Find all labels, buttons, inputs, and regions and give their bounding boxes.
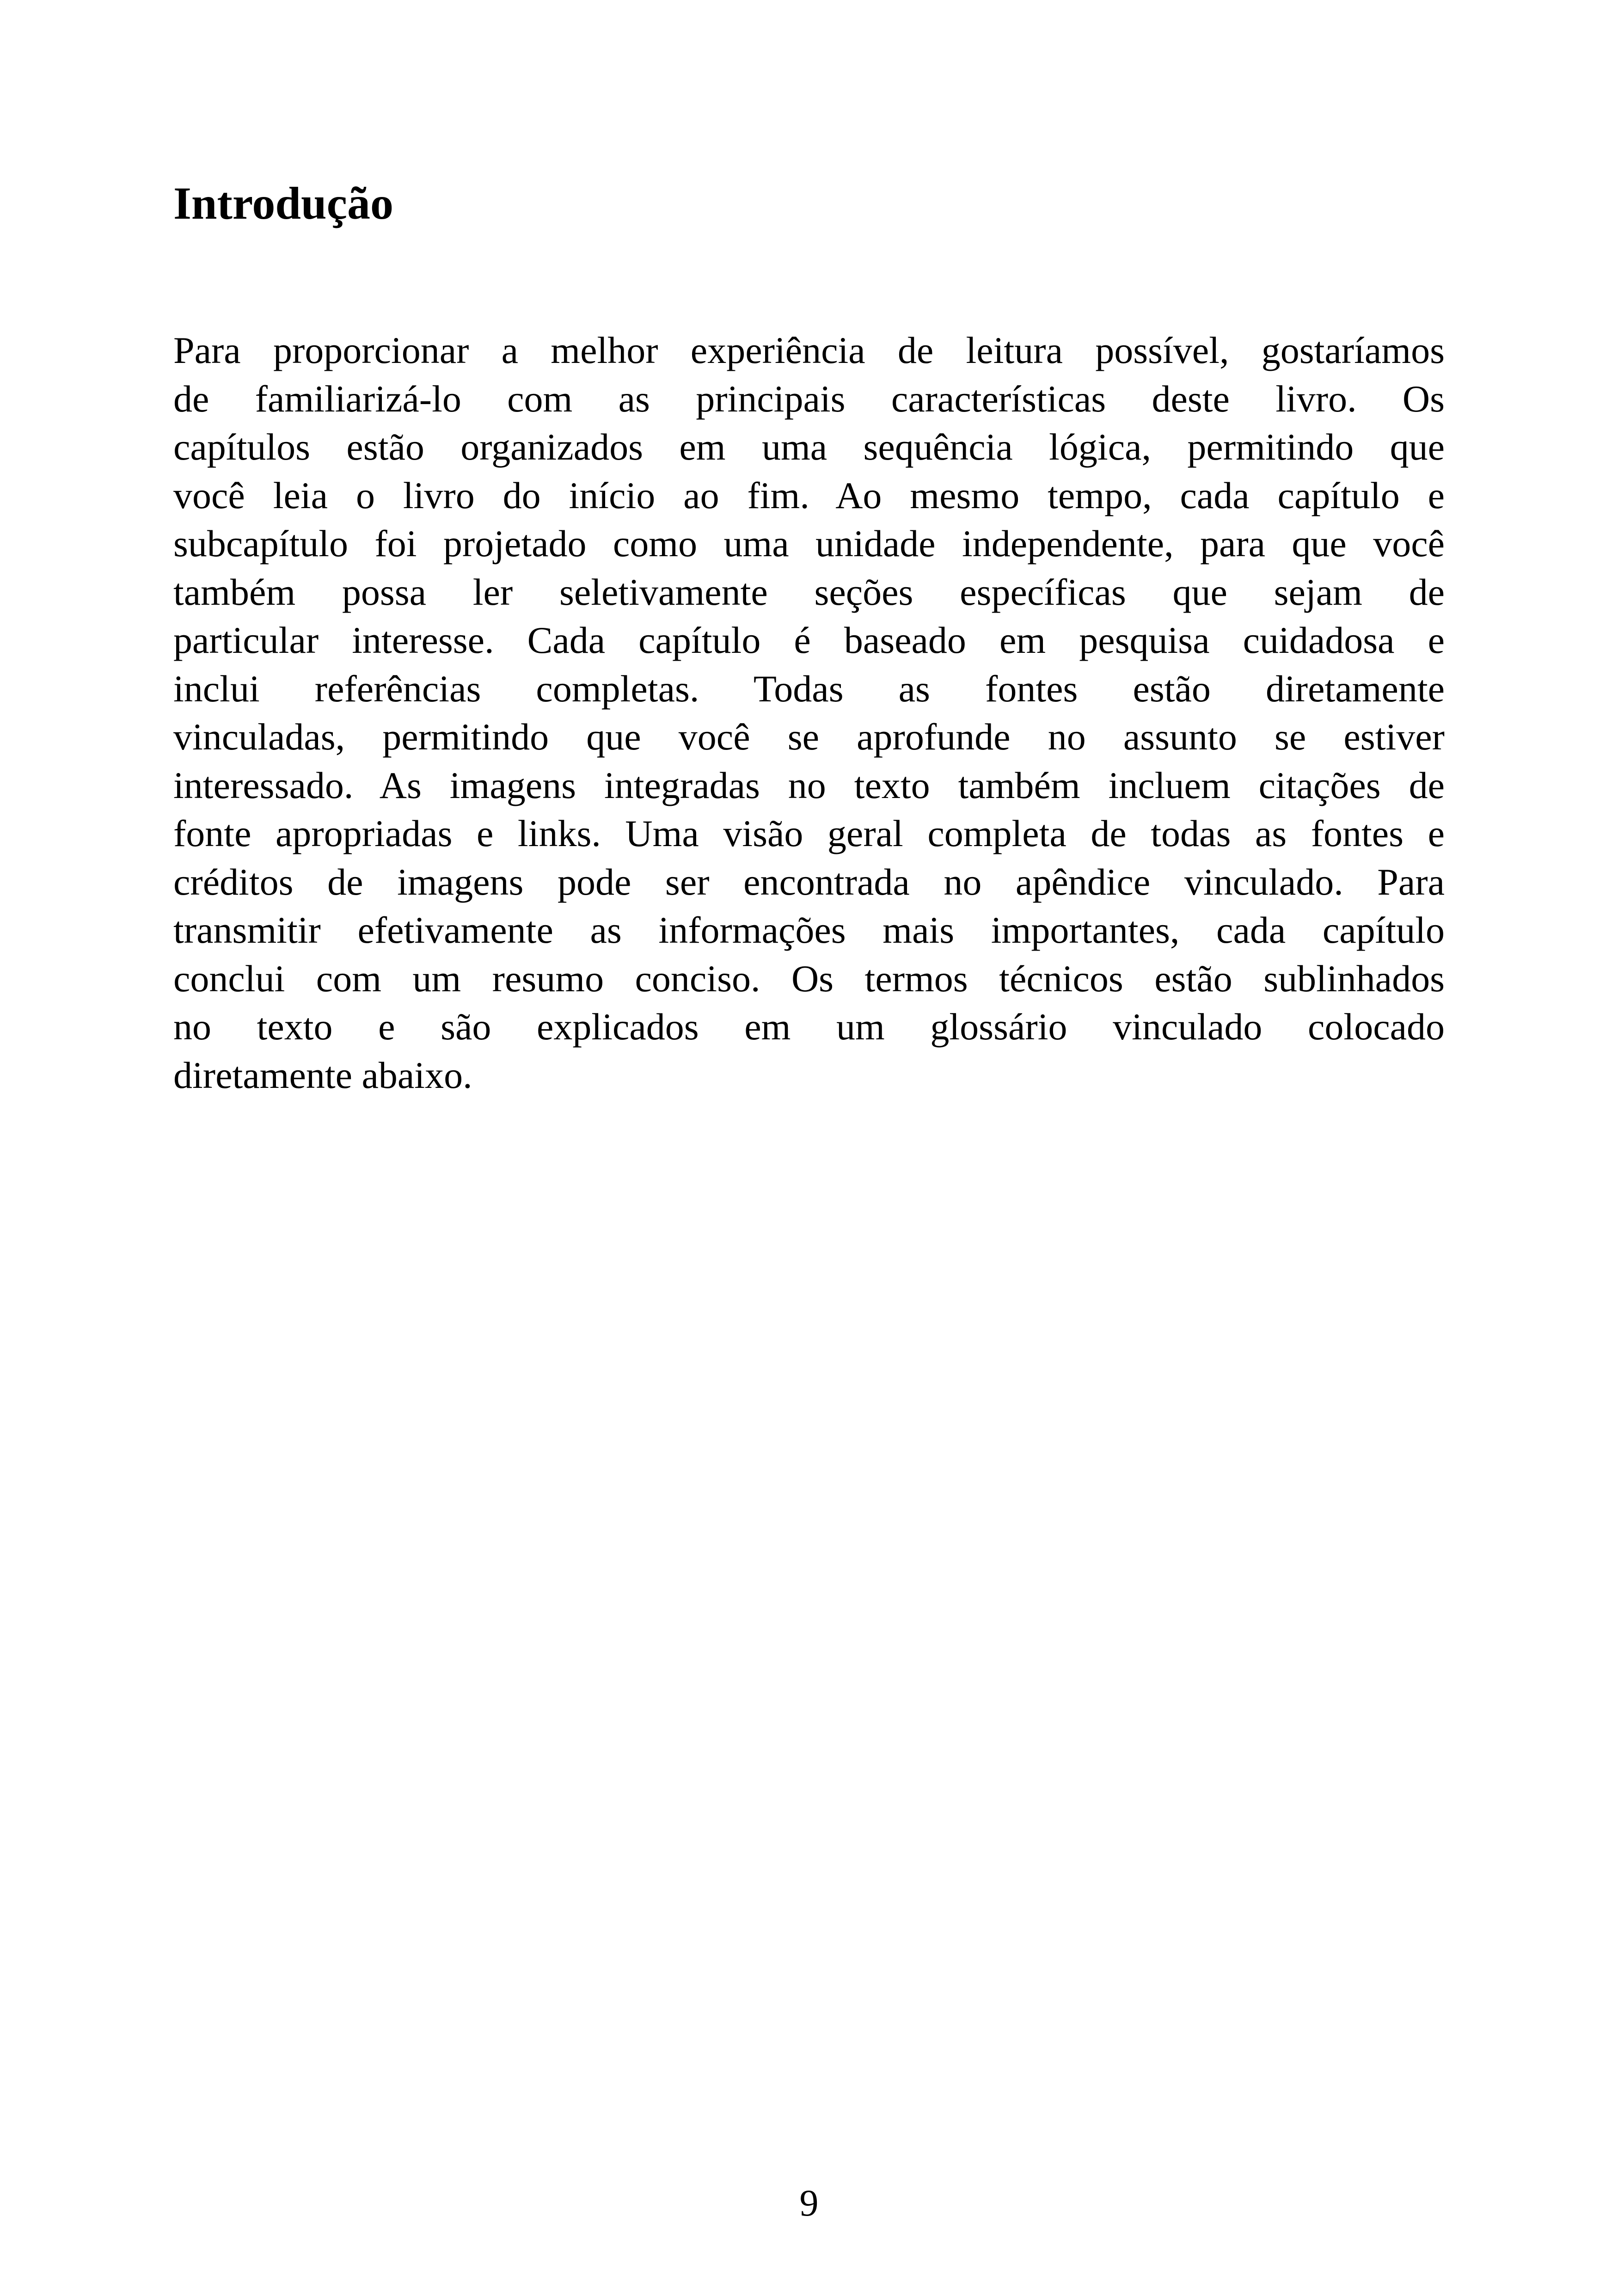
body-line: inclui referências completas. Todas as fontes estão diretamente: [173, 667, 1445, 710]
body-line: vinculadas, permitindo que você se aprofunde no assunto se estiver: [173, 716, 1445, 758]
body-line: também possa ler seletivamente seções específicas que sejam de: [173, 571, 1445, 613]
page-heading: Introdução: [173, 178, 394, 229]
body-line: você leia o livro do início ao fim. Ao mesmo tempo, cada capítulo e: [173, 474, 1445, 516]
body-line: Para proporcionar a melhor experiência de leitura possível, gostaríamos: [173, 329, 1445, 371]
body-line: créditos de imagens pode ser encontrada no apêndice vinculado. Para: [173, 860, 1445, 903]
body-line: conclui com um resumo conciso. Os termos técnicos estão sublinhados: [173, 957, 1445, 1000]
body-line: subcapítulo foi projetado como uma unidade independente, para que você: [173, 522, 1445, 565]
body-line: no texto e são explicados em um glossário vinculado colocado: [173, 1006, 1445, 1048]
body-line: transmitir efetivamente as informações mais importantes, cada capítulo: [173, 909, 1445, 951]
body-line: de familiarizá-lo com as principais características deste livro. Os: [173, 377, 1445, 420]
body-line: diretamente abaixo.: [173, 1054, 472, 1096]
body-paragraph: [173, 326, 1445, 1099]
body-line: interessado. As imagens integradas no texto também incluem citações de: [173, 764, 1445, 806]
page-number: 9: [799, 2182, 819, 2224]
body-line: capítulos estão organizados em uma sequência lógica, permitindo que: [173, 426, 1445, 468]
body-line: particular interesse. Cada capítulo é baseado em pesquisa cuidadosa e: [173, 619, 1445, 661]
body-line: fonte apropriadas e links. Uma visão geral completa de todas as fontes e: [173, 812, 1445, 854]
